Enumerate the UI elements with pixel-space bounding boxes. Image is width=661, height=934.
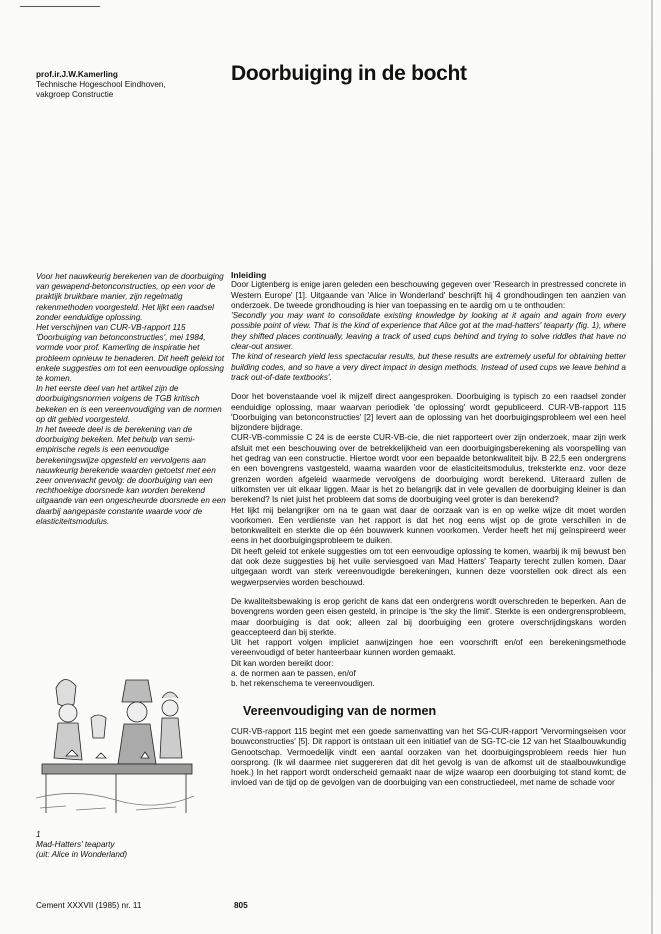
section-body	[231, 727, 626, 789]
intro-paragraph: Dit kan worden bereikt door:	[231, 658, 334, 668]
top-rule	[20, 6, 100, 7]
author-name: prof.ir.J.W.Kamerling	[36, 70, 118, 79]
mad-hatter-illustration	[36, 668, 194, 818]
figure-number: 1	[36, 830, 41, 839]
list-item: a. de normen aan te passen, en/of	[231, 668, 356, 678]
intro-paragraph: De kwaliteitsbewaking is erop gericht de kans dat een ondergrens wordt overschreden te beperken. Aan de bovengrens worden geen eisen gesteld, in principe is 'the sky the limit'. Sterkte is een ondergrensprobleem, maar doorbuiging is dat ook; alleen zal bij doorbuiging een grotere overschrijdingskans worden geaccepteerd dan bij sterkte.	[231, 596, 626, 637]
figure-caption	[36, 830, 226, 861]
intro-paragraph: CUR-VB-commissie C 24 is de eerste CUR-VB-cie, die niet rapporteert over zijn onderzoek, maar zijn werk afsluit met een beschouwing over de betrekkelijkheid van een doorbuigingsberekening als voorspelling van het gedrag van een constructie. Hiertoe wordt voor een bepaalde betonkwaliteit bijv. B 22,5 een ondergrens en een bovengrens vastgesteld, waarna waarden voor de elasticiteitsmodulus, treksterkte enz. voor deze grenzen worden afgeleid waarmede vervolgens de doorbuiging wordt berekend. Uiteraard zullen de uitkomsten ver uit elkaar liggen. Maar is het zo belangrijk dat in vele gevallen de doorbuiging kleiner is dan berekend? Is niet juist het probleem dat soms de doorbuiging veel groter is dan berekend?	[231, 433, 626, 505]
abstract-paragraph: Voor het nauwkeurig berekenen van de doorbuiging van gewapend-betonconstructies, op een voor de praktijk bruikbare manier, zijn regelmatig rekenmethoden voorgesteld. Het lijkt een raadsel zonder eenduidige oplossing.	[36, 272, 224, 322]
caption-line: (uit: Alice in Wonderland)	[36, 850, 128, 860]
author-affiliation-1: Technische Hogeschool Eindhoven,	[36, 80, 166, 89]
section-title: Vereenvoudiging van de normen	[243, 704, 437, 718]
intro-quote: The kind of research yield less spectacular results, but these results are extremely useful for obtaining better building codes, and so have a very direct impact in design methods. Instead of used cups we leave behind a track out-of-date textbooks'.	[231, 352, 626, 382]
intro-paragraph: Door het bovenstaande voel ik mijzelf direct aangesproken. Doorbuiging is typisch zo een raadsel zonder eenduidige oplossing, maar waarvan periodiek 'de oplossing' wordt gepubliceerd. CUR-VB-rapport 115 'Doorbuiging van betonconstructies' [2] levert aan de oplossing van het doorbuigingsprobleem wel een heel bijzondere bijdrage.	[231, 392, 626, 433]
abstract	[36, 272, 226, 527]
intro-paragraph: Het lijkt mij belangrijker om na te gaan wat daar de oorzaak van is en op welke wijze dit moet worden voorkomen. Een verdienste van het rapport is dat het nog eens wijst op de grote verschillen in de betonkwaliteit en sterkte die op één bouwwerk kunnen voorkomen. Verder heeft het mij geïnspireerd weer eens in het doorbuigingsprobleem te duiken.	[231, 505, 626, 546]
intro-paragraph: Door Ligtenberg is enige jaren geleden een beschouwing gegeven over 'Research in prestressed concrete in Western Europe' [1]. Uitgaande van 'Alice in Wonderland' beschrijft hij 4 grondhoudingen ten aanzien van onderzoek. De tweede grondhouding is hier van toepassing en te aardig om u te onthouden:	[231, 280, 626, 310]
author-affiliation-2: vakgroep Constructie	[36, 90, 114, 99]
page-number: 805	[234, 901, 248, 910]
abstract-paragraph: Het verschijnen van CUR-VB-rapport 115 'Doorbuiging van betonconstructies', mei 1984, vormde voor prof. Kamerling de inspiratie het probleem opnieuw te benaderen. Dit heeft geleid tot enkele suggesties om tot een eenvoudige oplossing te komen.	[36, 323, 224, 384]
intro-paragraph: Dit heeft geleid tot enkele suggesties om tot een eenvoudige oplossing te komen, waarbij ik mij bewust ben dat ook deze suggesties bij het vuile serviesgoed van Mad Hatters' Teaparty terecht zullen komen. Daar uitgegaan wordt van sterk vereenvoudigde berekeningen, kunnen deze voorstellen ook direct als een wegwerpservies worden beschouwd.	[231, 546, 626, 587]
intro-quote: 'Secondly you may want to consolidate existing knowledge by looking at it again and again from every possible point of view. That is the kind of experience that Alice got at the mad-hatters' teaparty (fig. 1), where they shifted places continually, leaving a track of used cups behind and trying to solve riddles that have no clear-out answer.	[231, 311, 626, 352]
article-title: Doorbuiging in de bocht	[231, 62, 467, 85]
journal-reference: Cement XXXVII (1985) nr. 11	[36, 901, 142, 910]
abstract-paragraph: In het tweede deel is de berekening van de doorbuiging bekeken. Met behulp van semi-empirische regels is een eenvoudige berekeningswijze opgesteld en vervolgens aan nauwkeurig berekende waarden getoetst met een zeer onverwacht gevolg: de doorbuiging van een rechthoekige doorsnede kan worden berekend uitgaande van een ongescheurde doorsnede en een daarbij aangepaste constante waarde voor de elasticiteitsmodulus.	[36, 425, 226, 526]
abstract-paragraph: In het eerste deel van het artikel zijn de doorbuigingsnormen volgens de TGB kritisch bekeken en is een vereenvoudiging van de normen op dit gebied voorgesteld.	[36, 384, 222, 424]
intro-heading: Inleiding	[231, 270, 267, 280]
author-block	[36, 70, 226, 100]
intro-section	[231, 270, 626, 690]
list-item: b. het rekenschema te vereenvoudigen.	[231, 679, 375, 689]
intro-paragraph: Uit het rapport volgen impliciet aanwijzingen hoe een voorschrift en/of een berekeningsmethode vereenvoudigd of beter hanteerbaar kunnen worden gemaakt.	[231, 638, 626, 658]
caption-line: Mad-Hatters' teaparty	[36, 840, 115, 850]
page-edge	[651, 0, 653, 934]
section-paragraph: CUR-VB-rapport 115 begint met een goede samenvatting van het SG-CUR-rapport 'Vervormingseisen voor bouwconstructies' [5]. Dit rapport is ontstaan uit een initiatief van de SG-TC-cie 12 van het Staalbouwkundig Genootschap. Vermoedelijk vindt een aantal oorzaken van het doorbuigingsprobleem reeds hier hun oorsprong. (Ik wil daarmee niet suggereren dat dit het gevolg is van de afkomst uit de staalbouwkundige hoek.) In het rapport wordt onderscheid gemaakt naar de wijze waarop een doorbuiging tot stand komt; de invloed van de tijd op de gevolgen van de doorbuiging van een constructiedeel, met name de schade voor	[231, 727, 626, 788]
